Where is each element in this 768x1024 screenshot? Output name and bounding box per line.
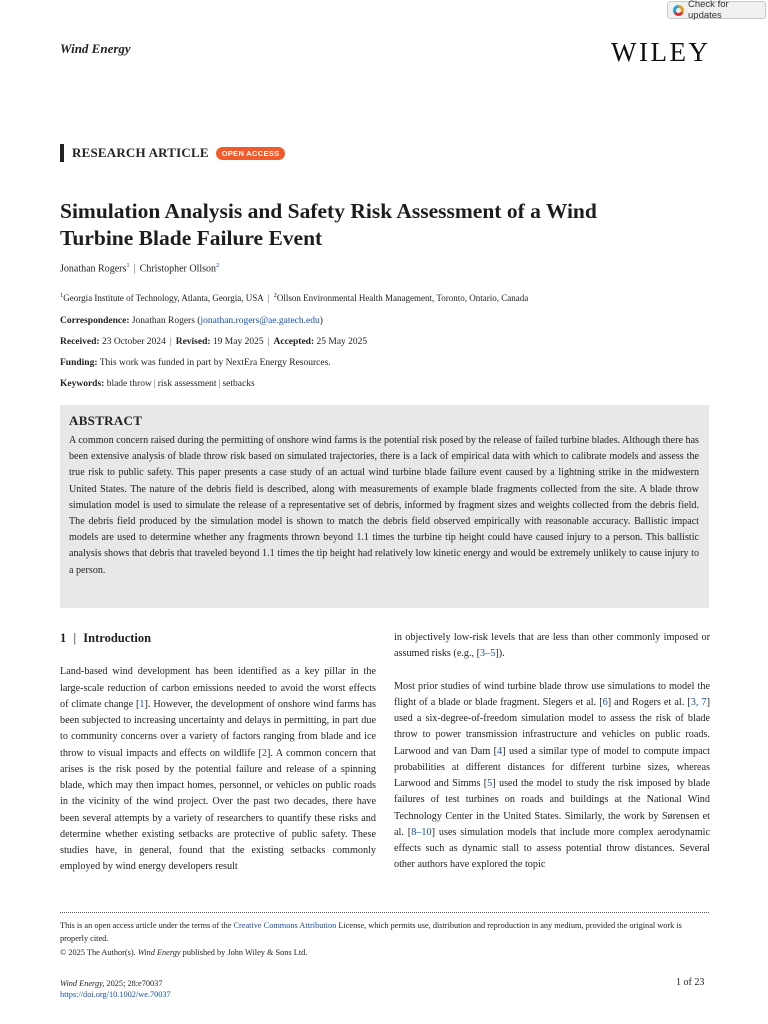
citation-link[interactable]: 1 <box>139 698 145 710</box>
citation-link[interactable]: 4 <box>497 745 503 757</box>
text-run: ] used a similar type of model to compute impact probabilities at different distances for different turbine sizes, whereas Larwood and Simms [ <box>394 745 710 789</box>
article-type-label: RESEARCH ARTICLE <box>72 145 209 160</box>
check-for-updates-label: Check for updates <box>688 0 729 21</box>
keyword: risk assessment <box>157 379 217 389</box>
page-number: 1 of 23 <box>676 977 705 988</box>
citation-link[interactable]: 2 <box>261 747 268 759</box>
check-for-updates-button[interactable] <box>667 1 766 19</box>
citation-link[interactable]: 8–10 <box>411 826 432 838</box>
funding-text: This work was funded in part by NextEra Energy Resources. <box>99 358 331 368</box>
citation-link[interactable]: 3–5 <box>480 648 496 660</box>
keywords <box>60 379 255 389</box>
license-link[interactable]: Creative Commons Attribution <box>233 921 337 930</box>
text-run: Land-based wind development has been identified as a key pillar in the large-scale reduction of carbon emissions needed to avoid the worst effects of climate change [ <box>60 666 376 710</box>
funding <box>60 358 331 368</box>
section-separator: | <box>73 631 77 645</box>
funding-label: Funding: <box>60 358 98 368</box>
section-heading <box>60 630 376 646</box>
correspondence-name: Jonathan Rogers <box>131 316 195 326</box>
copyright-journal: Wind Energy <box>137 948 181 957</box>
keyword: setbacks <box>222 379 255 389</box>
section-title: Introduction <box>83 631 152 645</box>
author-affiliation-sup: 1 <box>126 262 130 269</box>
affiliation-sup: 2 <box>273 292 277 299</box>
author-separator: | <box>133 263 136 275</box>
author-name[interactable]: Jonathan Rogers <box>60 263 127 275</box>
revised-date: 19 May 2025 <box>212 337 264 347</box>
correspondence-email-link[interactable]: jonathan.rogers@ae.gatech.edu <box>200 316 320 326</box>
author-name[interactable]: Christopher Ollson <box>139 263 217 275</box>
footer-volume: 2025; 28:e70037 <box>104 979 163 988</box>
affiliation-sup: 1 <box>60 292 64 299</box>
title-line-2: Turbine Blade Failure Event <box>60 226 323 250</box>
revised-label: Revised: <box>175 337 211 347</box>
affiliation-text: Ollson Environmental Health Management, Toronto, Ontario, Canada <box>276 293 529 303</box>
keyword-separator: | <box>153 379 156 389</box>
date-separator: | <box>169 337 172 347</box>
date-separator: | <box>267 337 270 347</box>
correspondence-label: Correspondence: <box>60 316 130 326</box>
author-affiliation-sup: 2 <box>216 262 220 269</box>
open-access-badge: OPEN ACCESS <box>216 147 286 160</box>
text-run: License, which permits use, distribution and reproduction in any medium, provided the original work is properly cited. <box>60 921 682 943</box>
keywords-label: Keywords: <box>60 379 105 389</box>
text-run: published by John Wiley & Sons Ltd. <box>180 948 308 957</box>
title-line-1: Simulation Analysis and Safety Risk Assessment of a Wind <box>60 199 597 223</box>
paragraph <box>60 664 376 875</box>
body-column-left <box>60 630 376 892</box>
citation-link[interactable]: 6 <box>602 696 608 708</box>
text-run: ]). <box>495 648 505 660</box>
footer-citation <box>60 978 171 1000</box>
accepted-label: Accepted: <box>273 337 315 347</box>
paragraph <box>394 679 710 874</box>
paragraph <box>394 630 710 663</box>
license-text <box>60 920 710 945</box>
publisher-logo: WILEY <box>611 37 711 67</box>
affiliation-separator: | <box>267 293 270 303</box>
article-type-bar <box>60 144 64 162</box>
correspondence: Correspondence: Jonathan Rogers (jonathan.rogers@ae.gatech.edu) <box>60 316 323 326</box>
citation-link[interactable]: 5 <box>487 778 493 789</box>
citation-link[interactable]: 3, 7 <box>690 696 707 708</box>
text-run: ]. A common concern that arises is the risk posed by the potential failure and release of a spinning blade, which may then impact homes, personnel, or vehicles on public roads in the vicinity of the wind project. Over the past two decades, there have been several attempts by a variety of researchers to quantify these risks and determine whether existing setbacks are protective of public safety. These studies have, in general, found that the existing setbacks commonly employed by wind energy developers result <box>60 747 376 873</box>
text-run: in objectively low-risk levels that are less than other commonly imposed or assumed risks (e.g., [ <box>394 632 710 660</box>
article-title <box>60 198 720 252</box>
body-column-right <box>394 630 710 890</box>
keyword-separator: | <box>218 379 221 389</box>
received-date: 23 October 2024 <box>101 337 166 347</box>
article-type <box>60 144 285 162</box>
doi-link[interactable]: https://doi.org/10.1002/we.70037 <box>60 990 171 999</box>
copyright-text <box>60 947 710 960</box>
text-run: ] used a six-degree-of-freedom simulation model to assess the risk of blade throw to power transmission infrastructure and vehicles on public roads. Larwood and van Dam [ <box>394 696 711 757</box>
abstract-heading: ABSTRACT <box>69 413 143 428</box>
text-run: ] uses simulation models that include more complex aerodynamic effects such as dynamic stall to assess potential throw distances. Several other authors have explored the topic <box>394 826 710 871</box>
abstract-text: A common concern raised during the permitting of onshore wind farms is the potential risk posed by the release of failed turbine blades. Although there has been extensive analysis of blade throw risk based on simulated trajectories, there is a lack of empirical data with which to calibrate models and assess the true risk to public safety. This paper presents a case study of an actual wind turbine blade failure event caused by a lightning strike in the midwestern United States. The nature of the debris field is described, along with measurements of example blade fragments collected from the site. A blade throw simulation model is used to simulate the release of a representative set of debris, informed by fragment sizes and weights collected from the debris field. The debris field produced by the simulation model is shown to match the debris field observed empirically with reasonable accuracy. Ballistic impact models are used to determine whether any fragments thrown beyond 1.1 times the turbine tip height could have caused injury to a person. This ballistic analysis shows that debris that traveled beyond 1.1 times the tip height had relatively low kinetic energy and would be extremely unlikely to cause injury to a person. <box>69 435 699 576</box>
received-label: Received: <box>60 337 100 347</box>
text-run: © 2025 The Author(s). <box>60 948 138 957</box>
accepted-date: 25 May 2025 <box>316 337 368 347</box>
journal-name: Wind Energy <box>60 41 131 56</box>
text-run: ]. However, the development of onshore wind farms has been subjected to increasing uncertainty and delays in permitting, in part due to community concerns over a variety of factors ranging from blade and ice throw to visual impacts and effects on wildlife [ <box>60 698 376 759</box>
license-block <box>60 920 710 962</box>
footer-divider <box>60 912 709 913</box>
text-run: ] used the model to study the risk imposed by blade failures of test turbines on roads and buildings at the National Wind Technology Center in the United States. Similarly, the work by Sørensen et al. [ <box>394 778 710 838</box>
affiliations <box>60 292 528 303</box>
text-run: ] and Rogers et al. [ <box>607 696 691 708</box>
affiliation-text: Georgia Institute of Technology, Atlanta, Georgia, USA <box>63 293 264 303</box>
keyword: blade throw <box>106 379 152 389</box>
article-dates <box>60 337 367 347</box>
text-run: Most prior studies of wind turbine blade throw use simulations to model the flight of a blade or blade fragment. Slegers et al. [ <box>394 680 710 708</box>
abstract-box <box>60 405 709 608</box>
crossmark-icon <box>673 5 684 16</box>
text-run: This is an open access article under the terms of the <box>60 921 234 930</box>
author-list <box>60 262 219 274</box>
section-number: 1 <box>60 631 67 645</box>
footer-journal: Wind Energy, <box>60 979 105 988</box>
